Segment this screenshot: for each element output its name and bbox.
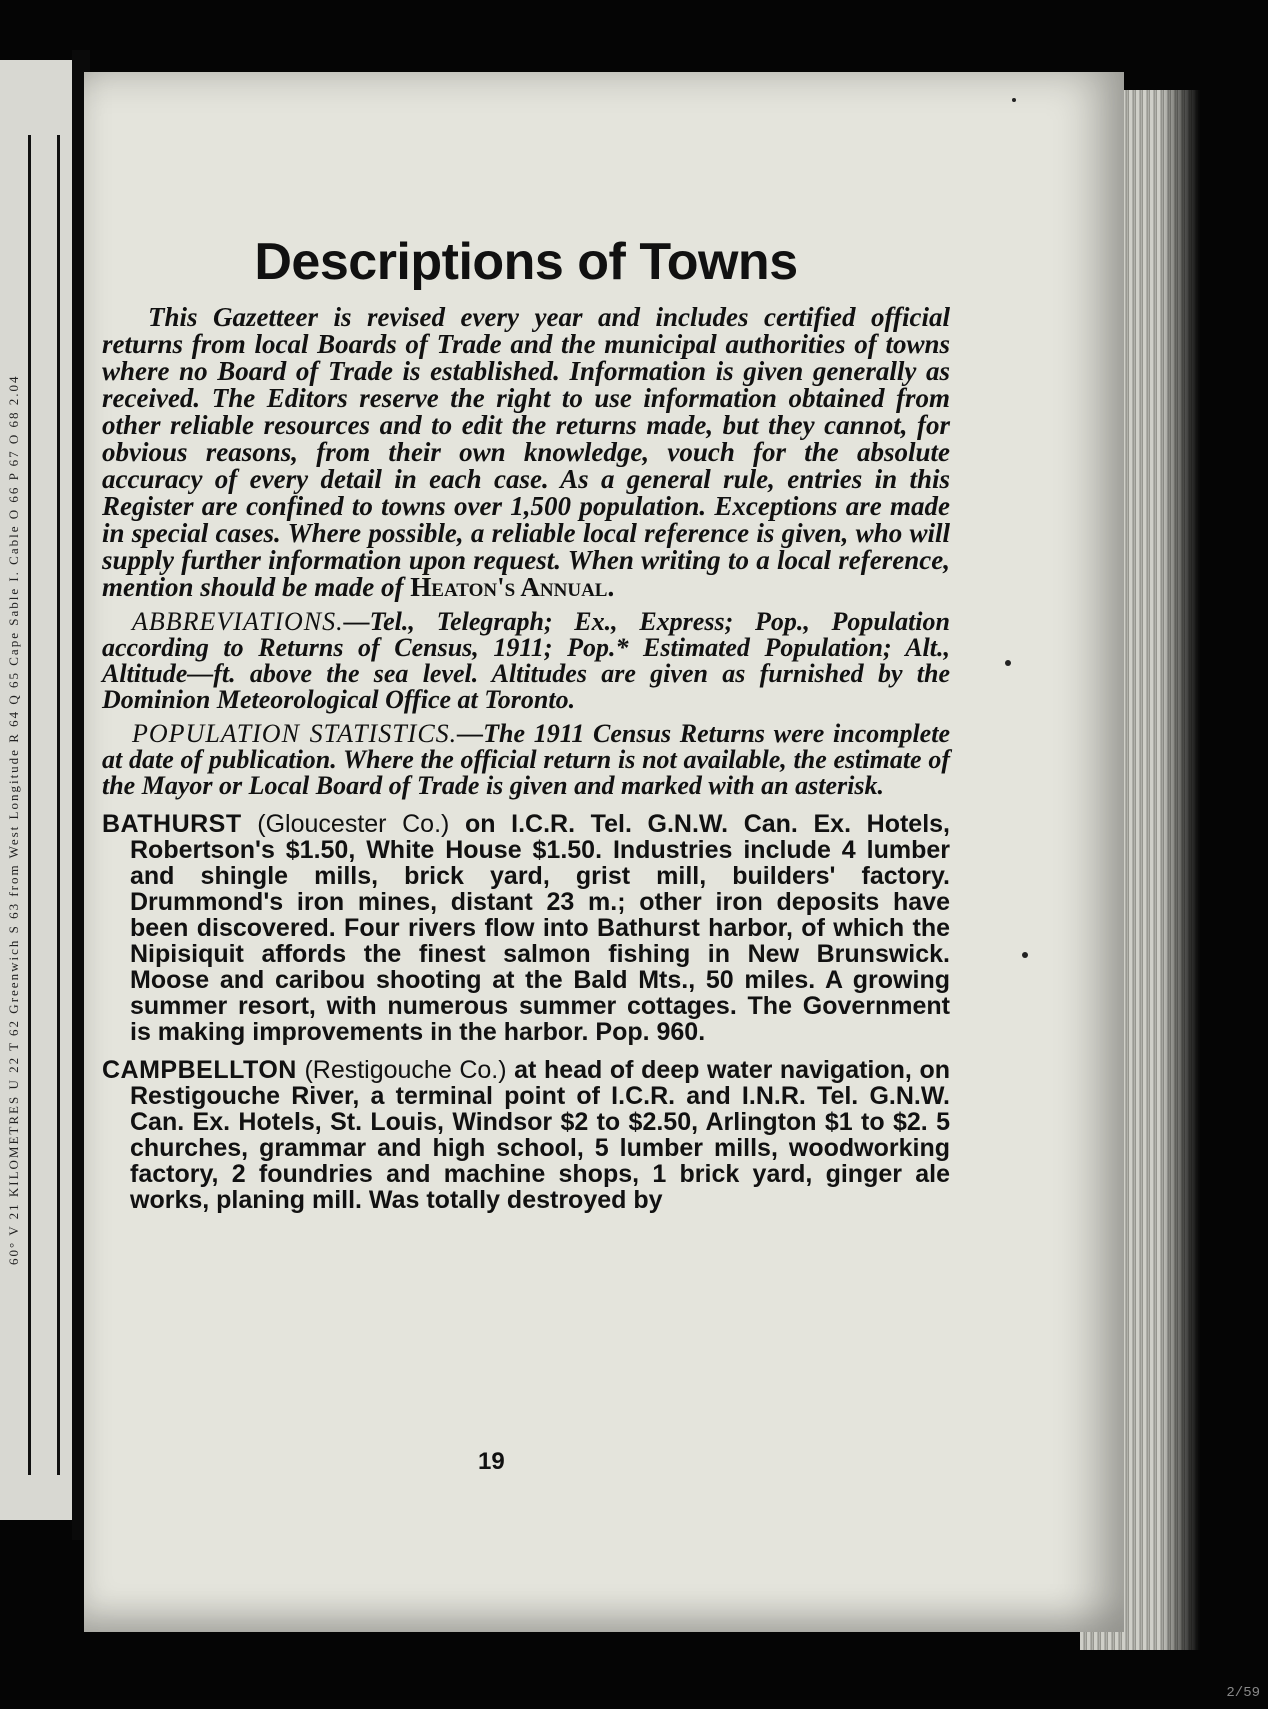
ink-speck (1012, 98, 1016, 102)
abbreviations-heading: ABBREVIATIONS. (132, 607, 344, 636)
town-description: on I.C.R. Tel. G.N.W. Can. Ex. Hotels, Robertson's $1.50, White House $1.50. Industries include 4 lumber and shingle mills, brick yard, grist mill, builders' factory. Drummond's iron mines, distant 23 m.; other iron deposits have been discovered. Four rivers flow into Bathurst harbor, of which the Nipisiquit affords the finest salmon fishing in New Brunswick. Moose and caribou shooting at the Bald Mts., 50 miles. A growing summer resort, with numerous summer cottages. The Government is making improvements in the harbor. Pop. 960. (130, 810, 951, 1046)
adjacent-map-strip (0, 60, 72, 1520)
population-heading: POPULATION STATISTICS. (132, 719, 458, 748)
page-title: Descriptions of Towns (254, 233, 798, 291)
map-strip-labels: 60° V 21 KILOMETRES U 22 T 62 Greenwich S 63 from West Longitude R 64 Q 65 Cape Sable I. Cable O 66 P 67 O 68 2.04 (6, 374, 21, 1266)
town-entry-campbellton (102, 1057, 950, 1213)
intro-text: This Gazetteer is revised every year and includes certified official returns from local Boards of Trade and the municipal authorities of towns where no Board of Trade is established. Information is given generally as received. The Editors reserve the right to use information obtained from other reliable resources and to edit the returns made, but they cannot, for obvious reasons, from their own knowledge, vouch for the absolute accuracy of every detail in each case. As a general rule, entries in this Register are confined to towns over 1,500 population. Exceptions are made in special cases. Where possible, a reliable local reference is given, who will supply further information upon request. When writing to a local reference, mention should be made of (102, 302, 950, 602)
town-name: CAMPBELLTON (102, 1056, 297, 1084)
town-entry-bathurst (102, 811, 950, 1045)
frame-number: 2/59 (1226, 1685, 1260, 1701)
town-county: (Restigouche Co.) (304, 1056, 507, 1084)
ink-speck (1022, 952, 1028, 958)
intro-paragraph (102, 304, 950, 601)
town-description: at head of deep water navigation, on Restigouche River, a terminal point of I.C.R. and I.N.R. Tel. G.N.W. Can. Ex. Hotels, St. Louis, Windsor $2 to $2.50, Arlington $1 to $2. 5 churches, grammar and high school, 5 lumber mills, woodworking factory, 2 foundries and machine shops, 1 brick yard, ginger ale works, planing mill. Was totally destroyed by (130, 1056, 950, 1214)
abbreviations-text: —Tel., Telegraph; Ex., Express; Pop., Population according to Returns of Census, 1911; Pop.* Estimated Population; Alt., Altitude—ft. above the sea level. Altitudes are given as furnished by the Dominion Meteorological Office at Toronto. (102, 607, 950, 714)
population-text: —The 1911 Census Returns were incomplete at date of publication. Where the official return is not available, the estimate of the Mayor or Local Board of Trade is given and marked with an asterisk. (102, 719, 950, 800)
page-number: 19 (478, 1448, 505, 1475)
town-name: BATHURST (102, 810, 242, 838)
publication-name: Heaton's Annual. (410, 572, 615, 602)
ink-speck (1005, 660, 1011, 666)
population-paragraph (102, 721, 950, 799)
abbreviations-paragraph (102, 609, 950, 713)
town-county: (Gloucester Co.) (257, 810, 450, 838)
page-content (102, 232, 950, 1213)
